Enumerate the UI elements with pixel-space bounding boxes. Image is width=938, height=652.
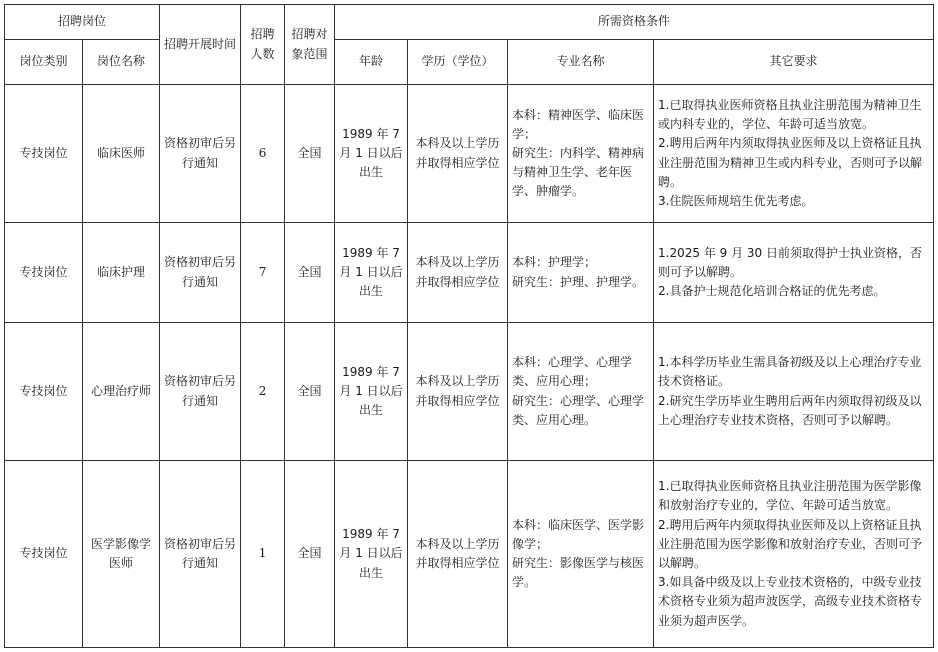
table-row bbox=[5, 323, 934, 461]
table-row bbox=[5, 85, 934, 223]
table-row bbox=[5, 223, 934, 323]
major-cell bbox=[508, 323, 654, 461]
other-line: 3.如具备中级及以上专业技术资格的，中级专业技术资格专业须为超声波医学，高级专业技术资格专业须为超声医学。 bbox=[658, 575, 923, 628]
start-time-cell: 资格初审后另行通知 bbox=[160, 223, 241, 323]
post-name-cell: 心理治疗师 bbox=[83, 323, 160, 461]
other-line: 3.住院医师规培生优先考虑。 bbox=[658, 193, 814, 208]
major-line: 本科：护理学； bbox=[512, 255, 597, 270]
table-row bbox=[5, 461, 934, 648]
header-scope: 招聘对象范围 bbox=[285, 5, 335, 85]
header-post-name: 岗位名称 bbox=[83, 40, 160, 85]
post-type-cell: 专技岗位 bbox=[5, 461, 83, 648]
header-qualifications: 所需资格条件 bbox=[335, 5, 934, 40]
other-line: 2.具备护士规范化培训合格证的优先考虑。 bbox=[658, 284, 886, 299]
major-cell bbox=[508, 223, 654, 323]
major-line: 本科：临床医学、医学影像学； bbox=[512, 517, 645, 551]
post-type-cell: 专技岗位 bbox=[5, 223, 83, 323]
header-other: 其它要求 bbox=[654, 40, 934, 85]
other-line: 1.已取得执业医师资格且执业注册范围为精神卫生或内科专业的，学位、年龄可适当放宽。 bbox=[658, 97, 922, 132]
header-start-time: 招聘开展时间 bbox=[160, 5, 241, 85]
major-line: 研究生：影像医学与核医学。 bbox=[512, 556, 645, 590]
education-cell: 本科及以上学历并取得相应学位 bbox=[408, 323, 508, 461]
count-cell: 1 bbox=[241, 461, 285, 648]
header-education: 学历（学位） bbox=[408, 40, 508, 85]
post-name-cell: 医学影像学医师 bbox=[83, 461, 160, 648]
count-cell: 2 bbox=[241, 323, 285, 461]
start-time-cell: 资格初审后另行通知 bbox=[160, 461, 241, 648]
other-cell bbox=[654, 223, 934, 323]
post-type-cell: 专技岗位 bbox=[5, 85, 83, 223]
recruitment-table bbox=[4, 4, 934, 648]
other-line: 2.聘用后两年内须取得执业医师及以上资格证且执业注册范围为精神卫生或内科专业，否则可予以解聘。 bbox=[658, 136, 923, 189]
header-post-type: 岗位类别 bbox=[5, 40, 83, 85]
education-cell: 本科及以上学历并取得相应学位 bbox=[408, 223, 508, 323]
header-recruit-post: 招聘岗位 bbox=[5, 5, 160, 40]
other-line: 2.聘用后两年内须取得执业医师及以上资格证且执业注册范围为医学影像和放射治疗专业，否则可予以解聘。 bbox=[658, 517, 923, 570]
scope-cell: 全国 bbox=[285, 323, 335, 461]
header-age: 年龄 bbox=[335, 40, 408, 85]
other-line: 1.已取得执业医师资格且执业注册范围为医学影像和放射治疗专业的，学位、年龄可适当放宽。 bbox=[658, 479, 922, 513]
major-line: 研究生：护理、护理学。 bbox=[512, 274, 645, 289]
age-cell: 1989 年 7 月 1 日以后出生 bbox=[335, 461, 408, 648]
other-line: 1.本科学历毕业生需具备初级及以上心理治疗专业技术资格证。 bbox=[658, 355, 922, 389]
header-count: 招聘人数 bbox=[241, 5, 285, 85]
major-cell bbox=[508, 85, 654, 223]
other-cell bbox=[654, 323, 934, 461]
start-time-cell: 资格初审后另行通知 bbox=[160, 85, 241, 223]
major-line: 研究生：内科学、精神病与精神卫生学、老年医学、肿瘤学。 bbox=[512, 145, 645, 199]
post-name-cell: 临床护理 bbox=[83, 223, 160, 323]
age-cell: 1989 年 7 月 1 日以后出生 bbox=[335, 223, 408, 323]
scope-cell: 全国 bbox=[285, 85, 335, 223]
major-cell bbox=[508, 461, 654, 648]
other-cell bbox=[654, 85, 934, 223]
education-cell: 本科及以上学历并取得相应学位 bbox=[408, 461, 508, 648]
count-cell: 7 bbox=[241, 223, 285, 323]
major-line: 本科：精神医学、临床医学； bbox=[512, 107, 645, 141]
education-cell: 本科及以上学历并取得相应学位 bbox=[408, 85, 508, 223]
scope-cell: 全国 bbox=[285, 223, 335, 323]
other-cell bbox=[654, 461, 934, 648]
major-line: 研究生：心理学、心理学类、应用心理。 bbox=[512, 393, 645, 427]
age-cell: 1989 年 7 月 1 日以后出生 bbox=[335, 85, 408, 223]
other-line: 2.研究生学历毕业生聘用后两年内须取得初级及以上心理治疗专业技术资格，否则可予以解聘。 bbox=[658, 393, 922, 427]
age-cell: 1989 年 7 月 1 日以后出生 bbox=[335, 323, 408, 461]
major-line: 本科：心理学、心理学类、应用心理； bbox=[512, 355, 633, 389]
header-major: 专业名称 bbox=[508, 40, 654, 85]
post-name-cell: 临床医师 bbox=[83, 85, 160, 223]
scope-cell: 全国 bbox=[285, 461, 335, 648]
post-type-cell: 专技岗位 bbox=[5, 323, 83, 461]
other-line: 1.2025 年 9 月 30 日前须取得护士执业资格，否则可予以解聘。 bbox=[658, 245, 922, 279]
start-time-cell: 资格初审后另行通知 bbox=[160, 323, 241, 461]
count-cell: 6 bbox=[241, 85, 285, 223]
